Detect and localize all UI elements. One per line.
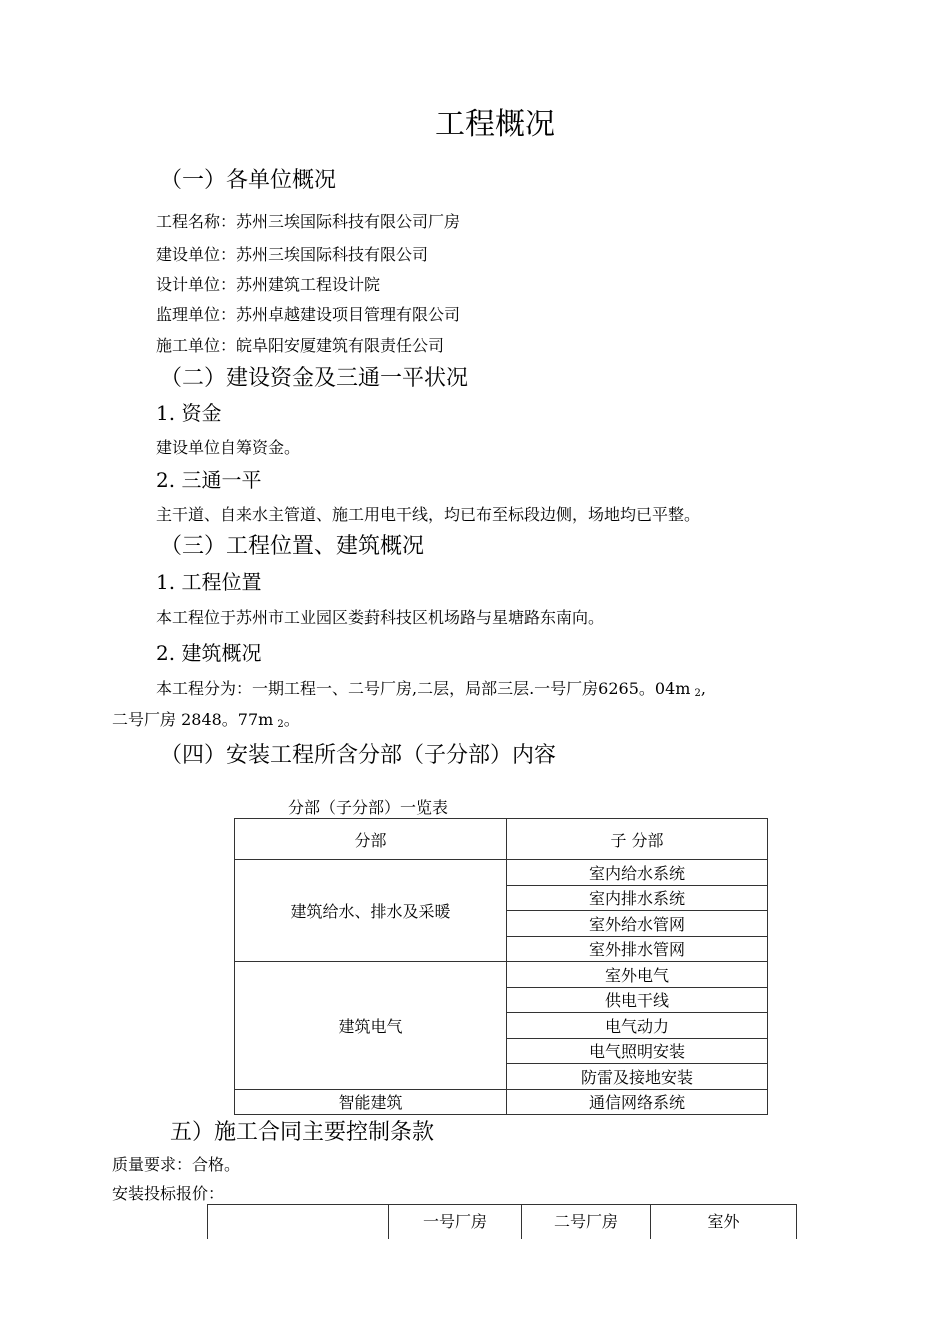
subdivision-cell: 电气照明安装 — [507, 1038, 768, 1064]
subdivision-cell: 通信网络系统 — [507, 1089, 768, 1115]
location-text: 本工程位于苏州市工业园区娄葑科技区机场路与星塘路东南向。 — [156, 608, 605, 627]
division-cell: 建筑给水、排水及采暖 — [235, 860, 507, 962]
section-2-heading: （二）建设资金及三通一平状况 — [160, 366, 469, 391]
funding-subheading: 1. 资金 — [156, 401, 222, 425]
building-text-line-2: 二号厂房 2848。77m $_2$。 — [112, 710, 300, 730]
building-text-line-1: 本工程分为：一期工程一、二号厂房,二层，局部三层.一号厂房6265。04m $_2$, — [156, 679, 706, 699]
site-prep-subheading: 2. 三通一平 — [156, 468, 262, 492]
table-header-row — [208, 1205, 797, 1240]
subdivision-cell: 电气动力 — [507, 1013, 768, 1039]
table-caption: 分部（子分部）一览表 — [288, 798, 449, 817]
page-title: 工程概况 — [435, 107, 555, 142]
subdivision-cell: 防雷及接地安装 — [507, 1064, 768, 1090]
contractor-line: 施工单位：皖阜阳安厦建筑有限责任公司 — [156, 336, 445, 355]
price-col-outdoor: 室外 — [651, 1205, 797, 1240]
project-name-line: 工程名称：苏州三埃国际科技有限公司厂房 — [156, 212, 461, 231]
section-3-heading: （三）工程位置、建筑概况 — [160, 534, 425, 559]
division-cell: 智能建筑 — [235, 1089, 507, 1115]
bid-price-table — [207, 1204, 797, 1239]
section-5-heading: 五）施工合同主要控制条款 — [170, 1120, 435, 1145]
quality-requirement: 质量要求：合格。 — [112, 1155, 241, 1174]
subdivision-cell: 室内排水系统 — [507, 885, 768, 911]
division-cell: 建筑电气 — [235, 962, 507, 1090]
price-col-building-2: 二号厂房 — [522, 1205, 651, 1240]
section-4-heading: （四）安装工程所含分部（子分部）内容 — [160, 743, 557, 768]
column-header-subdivision: 子 分部 — [507, 819, 768, 860]
table-row — [235, 962, 768, 988]
subdivision-cell: 室外给水管网 — [507, 911, 768, 937]
column-header-division: 分部 — [235, 819, 507, 860]
subdivision-table — [234, 818, 768, 1115]
table-row — [235, 1089, 768, 1115]
table-row — [235, 860, 768, 886]
subdivision-cell: 室外电气 — [507, 962, 768, 988]
building-subheading: 2. 建筑概况 — [156, 641, 262, 665]
bid-price-label: 安装投标报价： — [112, 1184, 225, 1203]
table-header-row — [235, 819, 768, 860]
price-table-corner-cell — [208, 1205, 389, 1240]
price-col-building-1: 一号厂房 — [389, 1205, 522, 1240]
owner-line: 建设单位：苏州三埃国际科技有限公司 — [156, 245, 429, 264]
supervisor-line: 监理单位：苏州卓越建设项目管理有限公司 — [156, 305, 461, 324]
designer-line: 设计单位：苏州建筑工程设计院 — [156, 275, 381, 294]
location-subheading: 1. 工程位置 — [156, 570, 262, 594]
subdivision-cell: 室内给水系统 — [507, 860, 768, 886]
subdivision-cell: 供电干线 — [507, 987, 768, 1013]
site-prep-text: 主干道、自来水主管道、施工用电干线，均已布至标段边侧，场地均已平整。 — [156, 505, 701, 524]
funding-text: 建设单位自筹资金。 — [156, 438, 301, 457]
section-1-heading: （一）各单位概况 — [160, 168, 337, 193]
subdivision-cell: 室外排水管网 — [507, 936, 768, 962]
